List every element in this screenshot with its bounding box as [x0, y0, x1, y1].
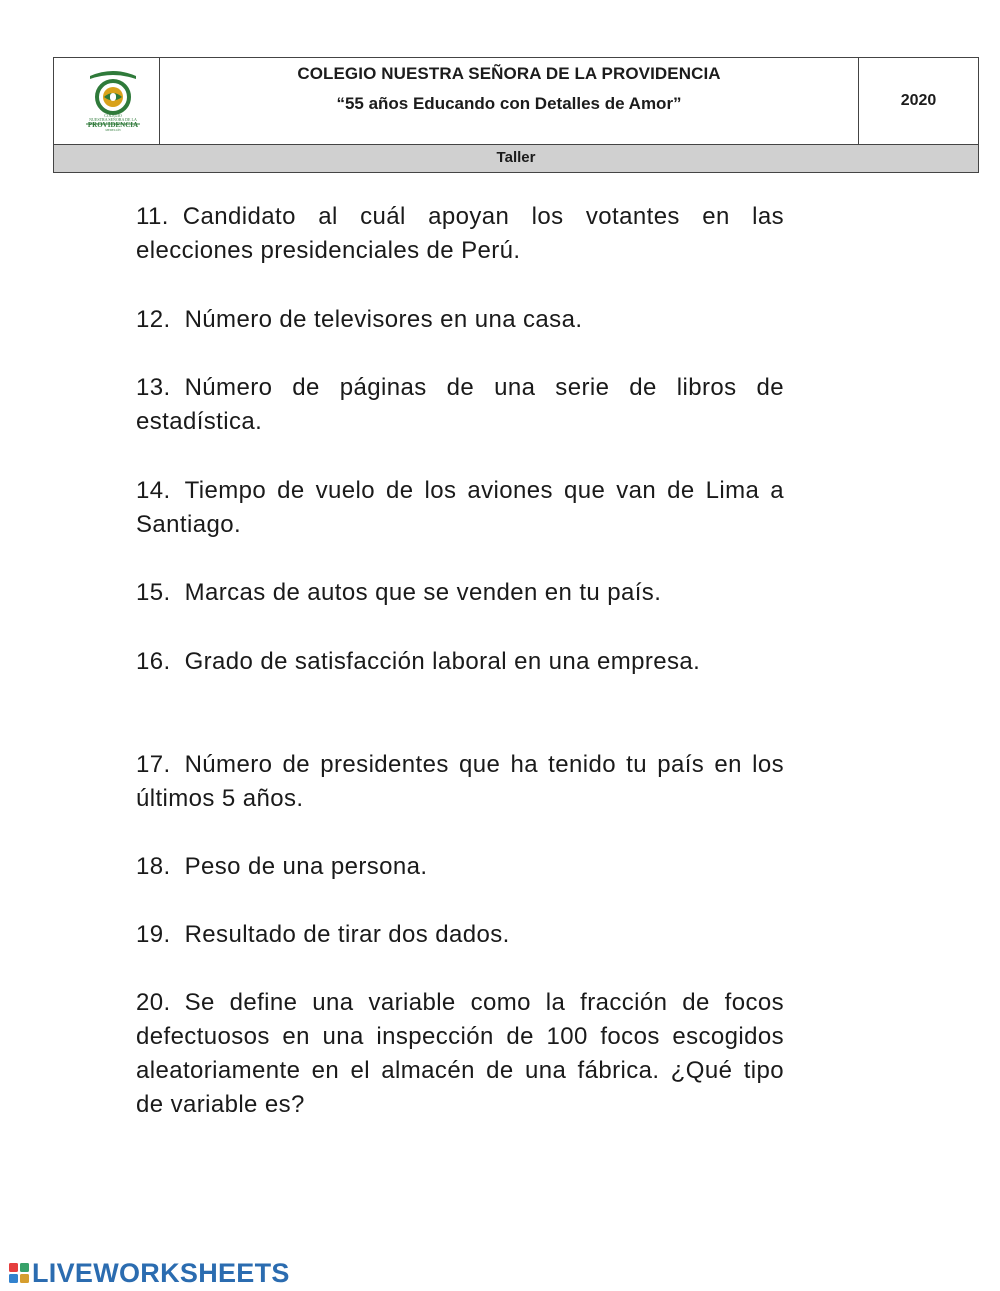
question-number: 16. [136, 648, 171, 675]
liveworksheets-logo-icon [8, 1262, 30, 1284]
question-text: Se define una variable como la fracción de focos defectuosos en una inspección de 100 focos escogidos aleatoriamente en el almacén de una fábrica. ¿Qué tipo de variable es? [136, 989, 784, 1118]
question-15 [136, 576, 784, 610]
document-subtitle: Taller [54, 144, 978, 172]
crest-line-3: PROVIDENCIA [87, 121, 139, 129]
liveworksheets-brand[interactable] [8, 1258, 290, 1288]
question-text: Número de presidentes que ha tenido tu país en los últimos 5 años. [136, 751, 784, 812]
crest-caption [76, 114, 150, 132]
question-text: Número de páginas de una serie de libros de estadística. [136, 374, 784, 435]
brand-name: LIVEWORKSHEETS [32, 1257, 290, 1288]
question-number: 14. [136, 477, 171, 504]
question-number: 17. [136, 751, 171, 778]
school-name: COLEGIO NUESTRA SEÑORA DE LA PROVIDENCIA [297, 64, 721, 83]
question-text: Candidato al cuál apoyan los votantes en las elecciones presidenciales de Perú. [136, 203, 784, 264]
title-cell [160, 58, 859, 144]
crest-line-2: NUESTRA SEÑORA DE LA [89, 117, 137, 122]
question-text: Número de televisores en una casa. [184, 306, 583, 333]
question-number: 20. [136, 989, 171, 1016]
question-18 [136, 850, 784, 884]
question-number: 19. [136, 921, 171, 948]
question-19 [136, 918, 784, 952]
question-11 [136, 200, 784, 268]
question-text: Peso de una persona. [184, 853, 428, 880]
logo-cell [54, 58, 160, 144]
question-number: 18. [136, 853, 171, 880]
document-header [53, 57, 979, 173]
question-17 [136, 748, 784, 816]
school-motto: “55 años Educando con Detalles de Amor” [336, 94, 682, 113]
question-number: 15. [136, 579, 171, 606]
question-text: Grado de satisfacción laboral en una empresa. [184, 648, 701, 675]
question-16 [136, 645, 784, 679]
question-text: Tiempo de vuelo de los aviones que van de Lima a Santiago. [136, 477, 784, 538]
question-12 [136, 303, 784, 337]
crest-line-1: COLEGIO [104, 113, 122, 118]
question-number: 11. [136, 203, 169, 230]
year-label: 2020 [900, 92, 937, 109]
question-14 [136, 474, 784, 542]
question-text: Resultado de tirar dos dados. [184, 921, 510, 948]
question-13 [136, 371, 784, 439]
question-text: Marcas de autos que se venden en tu país. [184, 579, 662, 606]
crest-line-4: MEDELLÍN [105, 128, 121, 132]
question-number: 12. [136, 306, 171, 333]
question-number: 13. [136, 374, 171, 401]
question-20 [136, 986, 784, 1122]
